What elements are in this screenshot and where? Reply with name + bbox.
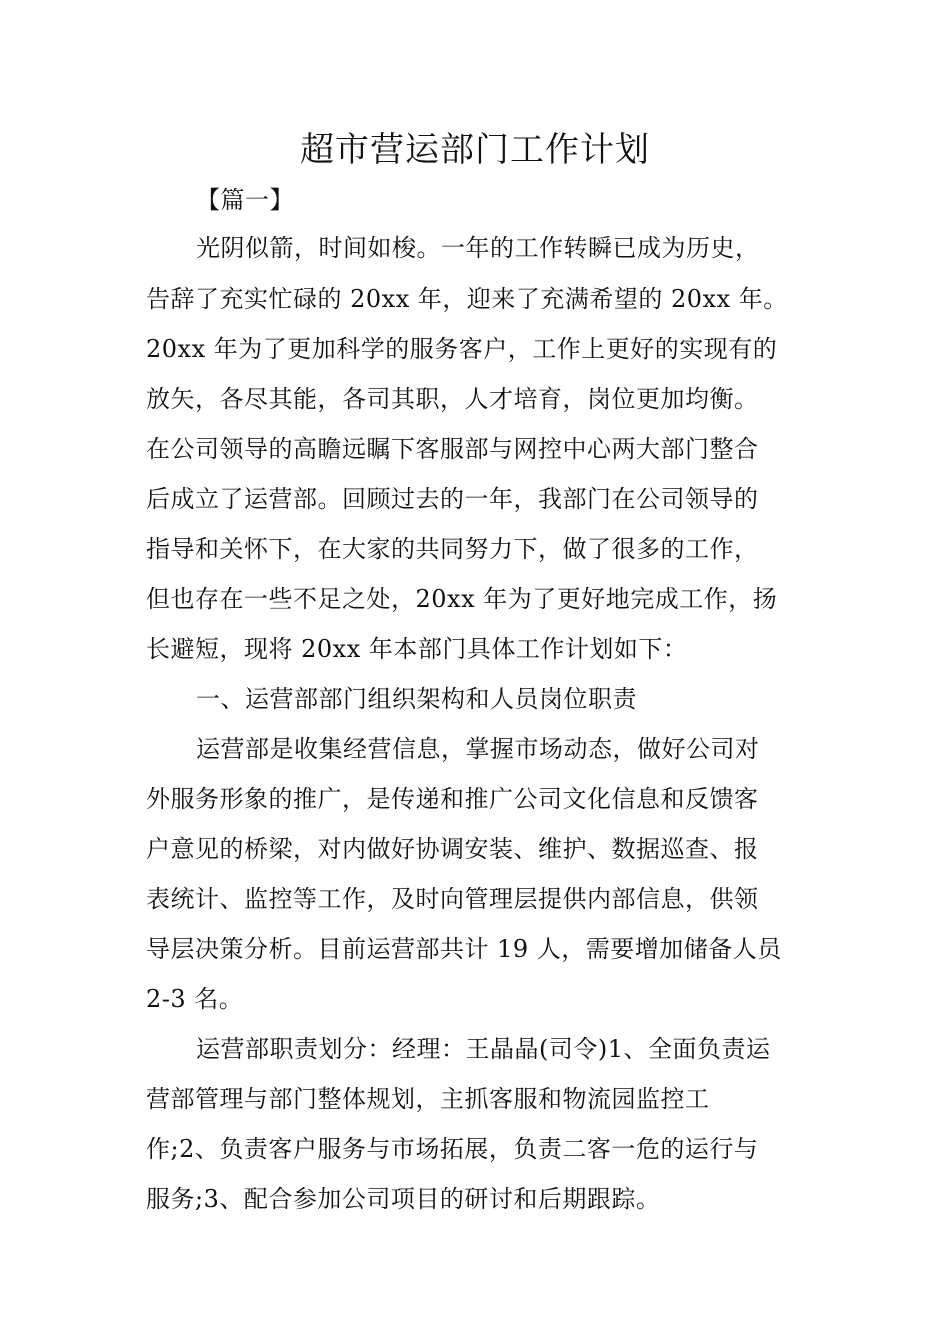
paragraph-line: 指导和关怀下，在大家的共同努力下，做了很多的工作，: [146, 535, 759, 563]
paragraph-line: 服务;3、配合参加公司项目的研讨和后期跟踪。: [146, 1185, 661, 1213]
paragraph-line: 营部管理与部门整体规划，主抓客服和物流园监控工: [146, 1085, 710, 1113]
paragraph-line: 表统计、监控等工作，及时向管理层提供内部信息，供领: [146, 885, 759, 913]
paragraph-line: 光阴似箭，时间如梭。一年的工作转瞬已成为历史，: [196, 234, 760, 262]
paragraph-line: 后成立了运营部。回顾过去的一年，我部门在公司领导的: [146, 485, 759, 513]
paragraph-line: 放矢，各尽其能，各司其职，人才培育，岗位更加均衡。: [146, 385, 759, 413]
subsection-heading: 一、运营部部门组织架构和人员岗位职责: [196, 685, 637, 713]
paragraph-line: 导层决策分析。目前运营部共计 19 人，需要增加储备人员: [146, 935, 782, 963]
paragraph-line: 户意见的桥梁，对内做好协调安装、维护、数据巡查、报: [146, 835, 759, 863]
paragraph-line: 但也存在一些不足之处，20xx 年为了更好地完成工作，扬: [146, 585, 778, 613]
paragraph-line: 运营部职责划分：经理：王晶晶(司令)1、全面负责运: [196, 1035, 771, 1063]
paragraph-line: 20xx 年为了更加科学的服务客户，工作上更好的实现有的: [146, 335, 778, 363]
paragraph-line: 长避短，现将 20xx 年本部门具体工作计划如下：: [146, 635, 688, 663]
paragraph-line: 外服务形象的推广，是传递和推广公司文化信息和反馈客: [146, 785, 759, 813]
paragraph-line: 作;2、负责客户服务与市场拓展，负责二客一危的运行与: [146, 1135, 759, 1163]
document-title: 超市营运部门工作计划: [300, 130, 650, 170]
section-heading: 【篇一】: [196, 186, 294, 214]
paragraph-line: 告辞了充实忙碌的 20xx 年，迎来了充满希望的 20xx 年。: [146, 285, 788, 313]
paragraph-line: 运营部是收集经营信息，掌握市场动态，做好公司对: [196, 735, 760, 763]
paragraph-line: 2-3 名。: [146, 985, 244, 1013]
paragraph-line: 在公司领导的高瞻远瞩下客服部与网控中心两大部门整合: [146, 435, 759, 463]
